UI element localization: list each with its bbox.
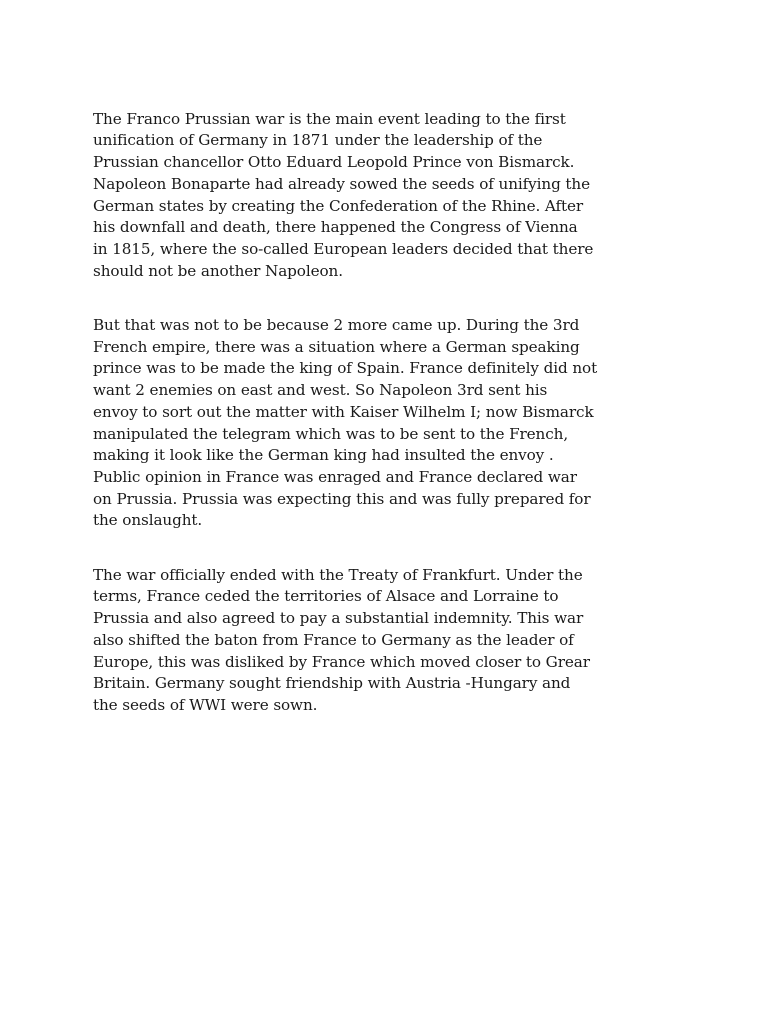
paragraph-3: The war officially ended with the Treaty of Frankfurt. Under the terms, France ceded the territories of Alsace and Lorraine to Prussia and also agreed to pay a substantial indemnity. This war also shifted the baton from France to Germany as the leader of Europe, this was disliked by France which moved closer to Grear Britain. Germany sought friendship with Austria -Hungary and the seeds of WWI were sown. xyxy=(93,565,590,714)
document-body xyxy=(93,87,688,749)
paragraph-1: The Franco Prussian war is the main event leading to the first unification of Germany in 1871 under the leadership of the Prussian chancellor Otto Eduard Leopold Prince von Bismarck. Napoleon Bonaparte had already sowed the seeds of unifying the German states by creating the Confederation of the Rhine. After his downfall and death, there happened the Congress of Vienna in 1815, where the so-called European leaders decided that there should not be another Napoleon. xyxy=(93,109,594,280)
paragraph-2: But that was not to be because 2 more came up. During the 3rd French empire, there was a situation where a German speaking prince was to be made the king of Spain. France definitely did not want 2 enemies on east and west. So Napoleon 3rd sent his envoy to sort out the matter with Kaiser Wilhelm I; now Bismarck manipulated the telegram which was to be sent to the French, making it look like the German king had insulted the envoy . Public opinion in France was enraged and France declared war on Prussia. Prussia was expecting this and was fully prepared for the onslaught. xyxy=(93,316,598,530)
